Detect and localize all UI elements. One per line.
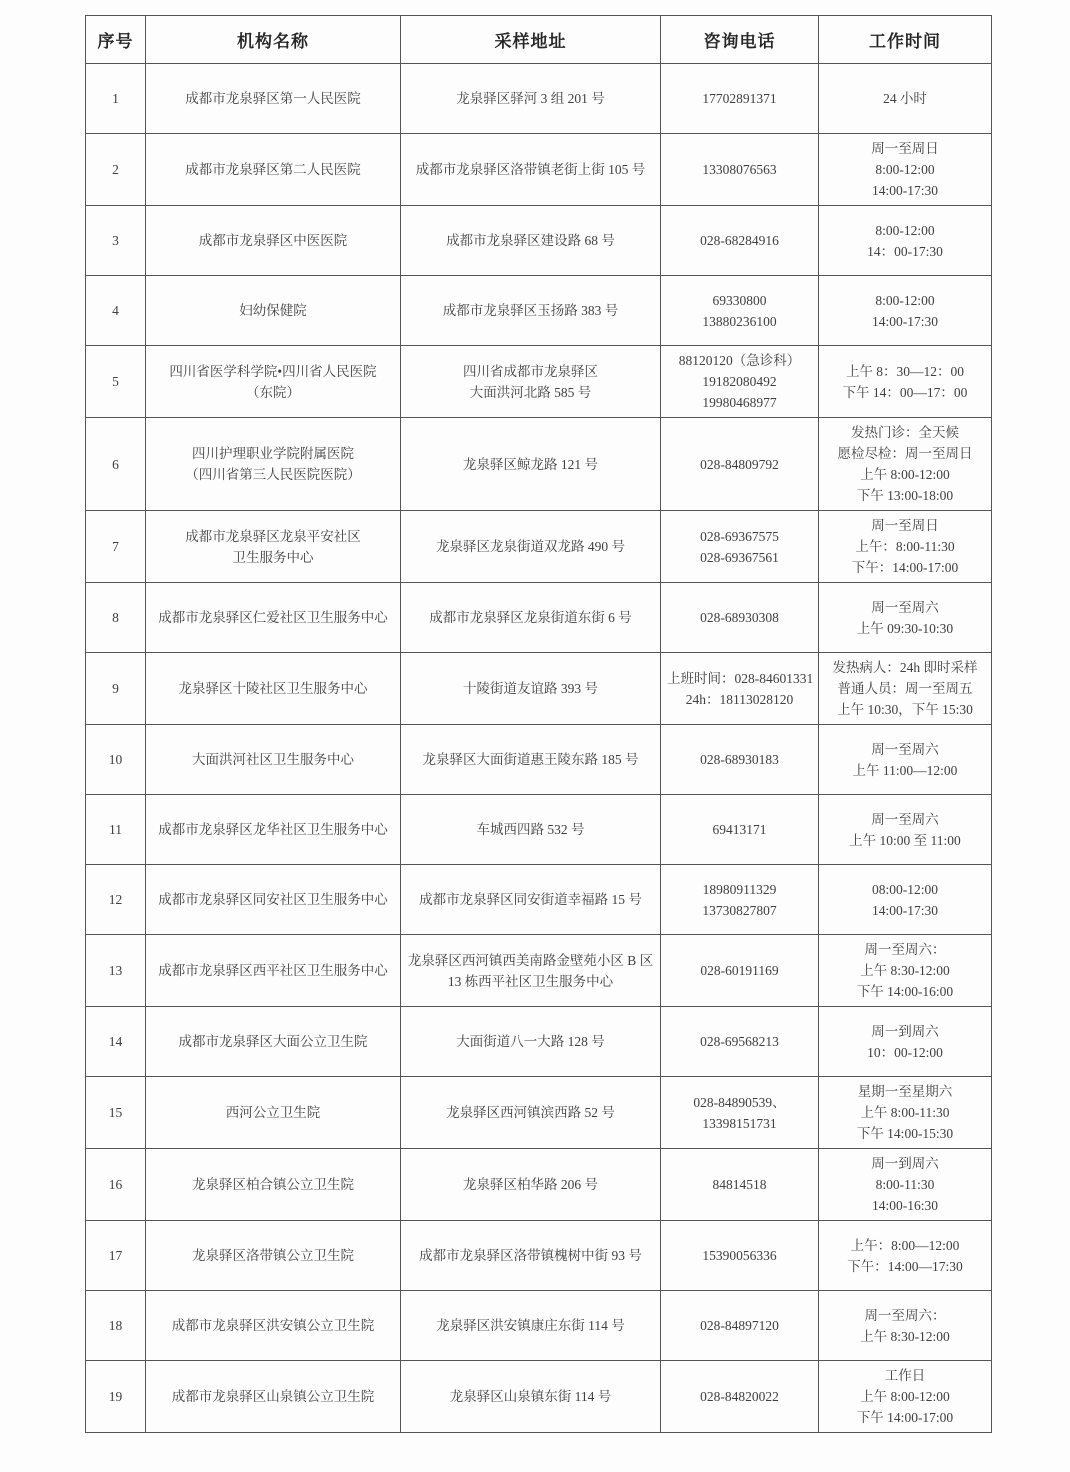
cell-line: 龙泉驿区鲸龙路 121 号 bbox=[463, 456, 598, 472]
cell-line: 西河公立卫生院 bbox=[225, 1105, 321, 1120]
sampling-sites-table bbox=[85, 15, 992, 1433]
cell-name bbox=[146, 64, 401, 134]
table-row bbox=[86, 1221, 992, 1291]
cell-line: 15390056336 bbox=[702, 1248, 777, 1263]
cell-line: 下午 14:00-16:00 bbox=[856, 984, 954, 999]
cell-line: 大面街道八一大路 128 号 bbox=[456, 1034, 605, 1049]
cell-line: 龙泉驿区山泉镇东街 114 号 bbox=[449, 1389, 612, 1404]
cell-address bbox=[401, 583, 661, 653]
cell-line: 上午：8:00-11:30 bbox=[855, 539, 955, 554]
cell-line: （东院） bbox=[246, 384, 300, 400]
header-name: 机构名称 bbox=[146, 16, 401, 64]
cell-name bbox=[146, 1007, 401, 1077]
cell-line: 成都市龙泉驿区同安街道幸福路 15 号 bbox=[419, 892, 642, 907]
cell-line: 龙泉驿区大面街道惠王陵东路 185 号 bbox=[422, 752, 639, 767]
cell-phone bbox=[661, 418, 819, 511]
cell-line: 14:00-17:30 bbox=[872, 313, 938, 329]
cell-line: 成都市龙泉驿区建设路 68 号 bbox=[446, 233, 615, 248]
cell-line: 下午：14:00—17:30 bbox=[847, 1258, 963, 1274]
cell-line: 周一到周六 bbox=[871, 1023, 939, 1039]
cell-line: 16 bbox=[108, 1177, 123, 1192]
cell-line: 18 bbox=[108, 1318, 123, 1333]
cell-name bbox=[146, 206, 401, 276]
cell-phone bbox=[661, 134, 819, 206]
cell-address bbox=[401, 64, 661, 134]
cell-line: 17 bbox=[108, 1248, 123, 1263]
cell-line: 14:00-16:30 bbox=[872, 1198, 938, 1213]
cell-line: 成都市龙泉驿区龙华社区卫生服务中心 bbox=[158, 822, 388, 837]
cell-line: 愿检尽检：周一至周日 bbox=[837, 446, 973, 461]
cell-line: （四川省第三人民医院医院） bbox=[185, 467, 361, 482]
cell-line: 成都市龙泉驿区第二人民医院 bbox=[185, 162, 361, 177]
cell-line: 工作日 bbox=[884, 1368, 926, 1383]
cell-line: 2 bbox=[112, 162, 119, 177]
cell-line: 18980911329 bbox=[702, 881, 777, 897]
cell-line: 下午 14:00-17:00 bbox=[856, 1410, 954, 1425]
cell-line: 19980468977 bbox=[702, 395, 777, 410]
cell-line: 17702891371 bbox=[702, 91, 777, 106]
cell-hours bbox=[819, 935, 992, 1007]
cell-line: 10 bbox=[108, 752, 123, 767]
cell-hours bbox=[819, 1077, 992, 1149]
cell-line: 8:00-12:00 bbox=[875, 292, 935, 308]
cell-line: 88120120（急诊科） bbox=[678, 353, 801, 368]
cell-address bbox=[401, 865, 661, 935]
cell-line: 028-68284916 bbox=[700, 233, 779, 248]
cell-name bbox=[146, 725, 401, 795]
cell-address bbox=[401, 725, 661, 795]
cell-line: 大面洪河社区卫生服务中心 bbox=[192, 752, 354, 767]
cell-name bbox=[146, 1291, 401, 1361]
cell-line: 14 bbox=[108, 1034, 123, 1049]
cell-address bbox=[401, 346, 661, 418]
cell-line: 9 bbox=[112, 681, 119, 696]
table-body bbox=[86, 64, 992, 1433]
cell-line: 成都市龙泉驿区中医医院 bbox=[198, 233, 348, 248]
header-phone: 咨询电话 bbox=[661, 16, 819, 64]
cell-address bbox=[401, 1221, 661, 1291]
cell-phone bbox=[661, 935, 819, 1007]
cell-line: 上班时间：028-84601331 bbox=[667, 670, 814, 686]
cell-hours bbox=[819, 134, 992, 206]
cell-line: 028-84820022 bbox=[700, 1389, 779, 1404]
cell-line: 四川省医学科学院•四川省人民医院 bbox=[169, 363, 377, 379]
cell-line: 成都市龙泉驿区玉扬路 383 号 bbox=[442, 303, 619, 318]
cell-hours bbox=[819, 1291, 992, 1361]
cell-address bbox=[401, 276, 661, 346]
cell-no bbox=[86, 865, 146, 935]
cell-name bbox=[146, 134, 401, 206]
cell-address bbox=[401, 1149, 661, 1221]
cell-line: 周一至周日 bbox=[871, 141, 939, 156]
cell-line: 龙泉驿区龙泉街道双龙路 490 号 bbox=[436, 539, 625, 554]
cell-line: 星期一至星期六 bbox=[857, 1084, 953, 1099]
cell-phone bbox=[661, 1221, 819, 1291]
cell-line: 8:00-12:00 bbox=[875, 162, 935, 177]
cell-name bbox=[146, 653, 401, 725]
header-address: 采样地址 bbox=[401, 16, 661, 64]
cell-phone bbox=[661, 795, 819, 865]
cell-line: 13308076563 bbox=[702, 162, 777, 177]
cell-hours bbox=[819, 1361, 992, 1433]
cell-line: 7 bbox=[112, 539, 119, 554]
cell-line: 19182080492 bbox=[702, 374, 777, 389]
header-row bbox=[86, 16, 992, 64]
cell-no bbox=[86, 795, 146, 865]
cell-line: 13880236100 bbox=[702, 313, 777, 329]
cell-line: 龙泉驿区洪安镇康庄东街 114 号 bbox=[436, 1318, 625, 1333]
cell-line: 成都市龙泉驿区洪安镇公立卫生院 bbox=[171, 1318, 375, 1333]
cell-name bbox=[146, 1149, 401, 1221]
cell-line: 13730827807 bbox=[702, 902, 777, 918]
cell-line: 四川省成都市龙泉驿区 bbox=[463, 363, 598, 379]
cell-line: 上午 8：30—12：00 bbox=[845, 363, 965, 379]
cell-address bbox=[401, 1077, 661, 1149]
cell-line: 8:00-12:00 bbox=[875, 222, 935, 238]
cell-line: 3 bbox=[112, 233, 119, 248]
cell-hours bbox=[819, 795, 992, 865]
cell-line: 下午 14：00—17：00 bbox=[842, 384, 968, 400]
cell-line: 成都市龙泉驿区同安社区卫生服务中心 bbox=[158, 892, 388, 907]
cell-line: 周一至周六 bbox=[871, 741, 939, 757]
cell-line: 11 bbox=[109, 822, 122, 837]
cell-line: 84814518 bbox=[712, 1177, 767, 1192]
table-row bbox=[86, 418, 992, 511]
cell-address bbox=[401, 1361, 661, 1433]
cell-name bbox=[146, 795, 401, 865]
table-row bbox=[86, 1149, 992, 1221]
cell-line: 大面洪河北路 585 号 bbox=[469, 384, 592, 400]
cell-line: 14：00-17:30 bbox=[867, 243, 943, 259]
cell-line: 15 bbox=[108, 1105, 123, 1120]
table-row bbox=[86, 134, 992, 206]
cell-line: 6 bbox=[112, 456, 119, 472]
cell-line: 龙泉驿区柏华路 206 号 bbox=[463, 1177, 598, 1192]
cell-no bbox=[86, 653, 146, 725]
cell-hours bbox=[819, 1149, 992, 1221]
cell-phone bbox=[661, 64, 819, 134]
cell-line: 龙泉驿区十陵社区卫生服务中心 bbox=[178, 681, 368, 696]
table-row bbox=[86, 1291, 992, 1361]
cell-address bbox=[401, 134, 661, 206]
cell-no bbox=[86, 1077, 146, 1149]
cell-no bbox=[86, 346, 146, 418]
header-hours: 工作时间 bbox=[819, 16, 992, 64]
cell-line: 028-84809792 bbox=[700, 456, 779, 472]
cell-line: 成都市龙泉驿区龙泉街道东街 6 号 bbox=[429, 610, 632, 625]
cell-line: 成都市龙泉驿区大面公立卫生院 bbox=[178, 1034, 368, 1049]
cell-phone bbox=[661, 865, 819, 935]
cell-hours bbox=[819, 1007, 992, 1077]
cell-line: 69330800 bbox=[712, 292, 767, 308]
cell-hours bbox=[819, 276, 992, 346]
cell-line: 上午 11:00—12:00 bbox=[852, 762, 958, 778]
cell-line: 028-69568213 bbox=[700, 1034, 779, 1049]
cell-line: 周一至周六 bbox=[871, 599, 939, 615]
table-row bbox=[86, 865, 992, 935]
cell-line: 成都市龙泉驿区洛带镇槐树中街 93 号 bbox=[419, 1248, 642, 1263]
cell-no bbox=[86, 276, 146, 346]
cell-hours bbox=[819, 206, 992, 276]
cell-line: 8 bbox=[112, 610, 119, 625]
cell-line: 028-69367575 bbox=[700, 528, 779, 544]
cell-line: 龙泉驿区驿河 3 组 201 号 bbox=[456, 91, 605, 106]
cell-phone bbox=[661, 1291, 819, 1361]
table-row bbox=[86, 795, 992, 865]
cell-line: 周一至周日 bbox=[871, 518, 939, 533]
cell-line: 十陵街道友谊路 393 号 bbox=[463, 681, 598, 696]
cell-no bbox=[86, 134, 146, 206]
cell-line: 上午 8:30-12:00 bbox=[860, 963, 950, 978]
cell-hours bbox=[819, 583, 992, 653]
cell-line: 成都市龙泉驿区山泉镇公立卫生院 bbox=[171, 1389, 375, 1404]
cell-hours bbox=[819, 418, 992, 511]
cell-line: 四川护理职业学院附属医院 bbox=[192, 446, 354, 461]
cell-line: 69413171 bbox=[712, 822, 767, 837]
table-row bbox=[86, 206, 992, 276]
cell-no bbox=[86, 206, 146, 276]
cell-line: 08:00-12:00 bbox=[872, 881, 938, 897]
cell-line: 妇幼保健院 bbox=[239, 303, 307, 318]
cell-line: 13 栋西平社区卫生服务中心 bbox=[447, 973, 614, 989]
cell-address bbox=[401, 653, 661, 725]
cell-address bbox=[401, 418, 661, 511]
cell-address bbox=[401, 1291, 661, 1361]
table-row bbox=[86, 935, 992, 1007]
cell-line: 周一到周六 bbox=[871, 1156, 939, 1171]
cell-line: 下午：14:00-17:00 bbox=[851, 560, 959, 575]
cell-address bbox=[401, 511, 661, 583]
cell-phone bbox=[661, 511, 819, 583]
cell-name bbox=[146, 346, 401, 418]
cell-line: 上午 8:00-12:00 bbox=[860, 1389, 950, 1404]
sampling-sites-table-container bbox=[85, 15, 991, 1433]
cell-name bbox=[146, 865, 401, 935]
cell-line: 上午 10:30，下午 15:30 bbox=[837, 702, 973, 717]
cell-phone bbox=[661, 653, 819, 725]
cell-phone bbox=[661, 1007, 819, 1077]
cell-line: 028-68930308 bbox=[700, 610, 779, 625]
cell-name bbox=[146, 1077, 401, 1149]
cell-hours bbox=[819, 865, 992, 935]
cell-line: 下午 14:00-15:30 bbox=[856, 1126, 954, 1141]
cell-line: 5 bbox=[112, 374, 119, 389]
cell-line: 8:00-11:30 bbox=[875, 1177, 935, 1192]
cell-line: 发热门诊：全天候 bbox=[851, 425, 959, 440]
cell-line: 19 bbox=[108, 1389, 123, 1404]
cell-line: 12 bbox=[108, 892, 123, 907]
cell-line: 028-84890539、 bbox=[693, 1094, 786, 1110]
cell-name bbox=[146, 418, 401, 511]
table-header bbox=[86, 16, 992, 64]
cell-line: 普通人员：周一至周五 bbox=[837, 681, 973, 696]
cell-line: 成都市龙泉驿区第一人民医院 bbox=[185, 91, 361, 106]
cell-address bbox=[401, 1007, 661, 1077]
cell-line: 24 小时 bbox=[883, 91, 927, 106]
cell-phone bbox=[661, 276, 819, 346]
cell-line: 14:00-17:30 bbox=[872, 183, 938, 198]
table-row bbox=[86, 346, 992, 418]
table-row bbox=[86, 583, 992, 653]
cell-hours bbox=[819, 64, 992, 134]
cell-address bbox=[401, 206, 661, 276]
cell-line: 1 bbox=[112, 91, 119, 106]
table-row bbox=[86, 1077, 992, 1149]
cell-hours bbox=[819, 511, 992, 583]
cell-name bbox=[146, 276, 401, 346]
header-no: 序号 bbox=[86, 16, 146, 64]
cell-no bbox=[86, 1221, 146, 1291]
cell-line: 上午 09:30-10:30 bbox=[856, 620, 954, 636]
cell-name bbox=[146, 583, 401, 653]
cell-name bbox=[146, 935, 401, 1007]
cell-line: 上午 10:00 至 11:00 bbox=[849, 832, 961, 848]
cell-phone bbox=[661, 1149, 819, 1221]
table-row bbox=[86, 511, 992, 583]
cell-no bbox=[86, 1291, 146, 1361]
cell-no bbox=[86, 64, 146, 134]
cell-no bbox=[86, 418, 146, 511]
cell-no bbox=[86, 725, 146, 795]
cell-line: 4 bbox=[112, 303, 119, 318]
cell-line: 龙泉驿区西河镇西美南路金壁苑小区 B 区 bbox=[407, 952, 654, 968]
cell-line: 028-69367561 bbox=[700, 549, 779, 565]
cell-line: 周一至周六： bbox=[864, 942, 946, 957]
cell-line: 上午：8:00—12:00 bbox=[850, 1237, 960, 1253]
cell-line: 龙泉驿区西河镇滨西路 52 号 bbox=[446, 1105, 615, 1120]
table-row bbox=[86, 725, 992, 795]
cell-line: 车城西四路 532 号 bbox=[476, 822, 585, 837]
table-row bbox=[86, 653, 992, 725]
cell-line: 028-60191169 bbox=[700, 963, 779, 978]
cell-no bbox=[86, 1007, 146, 1077]
cell-line: 周一至周六： bbox=[864, 1307, 946, 1323]
cell-line: 028-84897120 bbox=[700, 1318, 779, 1333]
cell-name bbox=[146, 511, 401, 583]
cell-line: 周一至周六 bbox=[871, 811, 939, 827]
cell-line: 龙泉驿区柏合镇公立卫生院 bbox=[192, 1177, 354, 1192]
cell-phone bbox=[661, 206, 819, 276]
cell-phone bbox=[661, 583, 819, 653]
cell-line: 成都市龙泉驿区仁爱社区卫生服务中心 bbox=[158, 610, 388, 625]
cell-hours bbox=[819, 1221, 992, 1291]
table-row bbox=[86, 1361, 992, 1433]
cell-phone bbox=[661, 1077, 819, 1149]
cell-line: 24h：18113028120 bbox=[685, 691, 794, 707]
cell-line: 028-68930183 bbox=[700, 752, 779, 767]
cell-address bbox=[401, 935, 661, 1007]
cell-line: 下午 13:00-18:00 bbox=[856, 488, 954, 503]
table-row bbox=[86, 276, 992, 346]
cell-phone bbox=[661, 1361, 819, 1433]
cell-no bbox=[86, 935, 146, 1007]
cell-hours bbox=[819, 346, 992, 418]
cell-line: 上午 8:00-12:00 bbox=[860, 467, 950, 482]
cell-name bbox=[146, 1221, 401, 1291]
cell-phone bbox=[661, 346, 819, 418]
cell-hours bbox=[819, 725, 992, 795]
cell-no bbox=[86, 511, 146, 583]
cell-line: 上午 8:00-11:30 bbox=[860, 1105, 950, 1120]
table-row bbox=[86, 1007, 992, 1077]
cell-line: 卫生服务中心 bbox=[232, 549, 314, 565]
cell-line: 14:00-17:30 bbox=[872, 902, 938, 918]
cell-line: 发热病人：24h 即时采样 bbox=[832, 660, 978, 675]
cell-line: 上午 8:30-12:00 bbox=[860, 1328, 950, 1344]
cell-line: 成都市龙泉驿区洛带镇老街上街 105 号 bbox=[415, 162, 646, 177]
cell-name bbox=[146, 1361, 401, 1433]
cell-line: 成都市龙泉驿区龙泉平安社区 bbox=[185, 528, 361, 544]
cell-line: 成都市龙泉驿区西平社区卫生服务中心 bbox=[158, 963, 388, 978]
cell-no bbox=[86, 1361, 146, 1433]
table-row bbox=[86, 64, 992, 134]
cell-phone bbox=[661, 725, 819, 795]
cell-line: 13 bbox=[108, 963, 123, 978]
cell-hours bbox=[819, 653, 992, 725]
cell-line: 10：00-12:00 bbox=[867, 1044, 943, 1060]
cell-line: 13398151731 bbox=[702, 1115, 777, 1131]
cell-address bbox=[401, 795, 661, 865]
cell-no bbox=[86, 583, 146, 653]
cell-line: 龙泉驿区洛带镇公立卫生院 bbox=[192, 1248, 354, 1263]
cell-no bbox=[86, 1149, 146, 1221]
